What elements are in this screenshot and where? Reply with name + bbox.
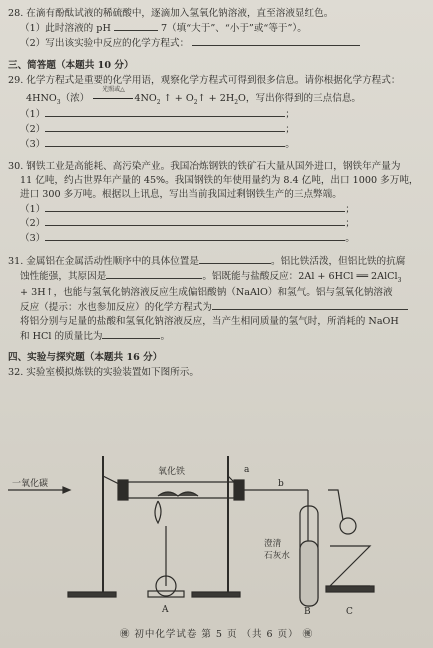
answer-blank[interactable] (45, 107, 285, 117)
eq-part: 4NO (134, 92, 157, 104)
answer-blank[interactable] (45, 216, 345, 226)
q31-text: 31. 金属铝在金属活动性顺序中的具体位置是 (8, 256, 199, 268)
answer-index: （3） (20, 138, 46, 150)
q30-line-2: 11 亿吨，约占世界年产量的 45%。我国钢铁的年使用量约为 8.4 亿吨，出口 1000 多万吨， (20, 174, 419, 186)
eq-part: ↑ + 2H (197, 92, 235, 104)
limewater-level (300, 541, 318, 606)
eq-part: 4HNO (26, 92, 57, 104)
label-a: a (244, 465, 250, 475)
eq-part: ↑ + O (163, 92, 194, 104)
answer-blank[interactable] (45, 122, 285, 132)
q28-sub1-text: （1）此时溶液的 pH (20, 22, 111, 34)
burner-tube-c (328, 490, 343, 520)
answer-blank[interactable] (45, 202, 345, 212)
alcohol-lamp-c (340, 518, 356, 534)
page-footer: ㊝ 初中化学试卷 第 5 页 （共 6 页） ㊝ (119, 629, 314, 640)
q32-stem: 32. 实验室模拟炼铁的实验装置如下图所示。 (8, 367, 199, 379)
stand-base-left (68, 592, 116, 597)
lab-jack-c (330, 546, 370, 586)
answer-blank[interactable] (192, 36, 360, 46)
q30-answer-2: （2） ； (20, 218, 355, 230)
eq-part: O，写出你得到的三点信息。 (238, 92, 362, 104)
stand-base-right (192, 592, 240, 597)
q31-text: 。 (160, 330, 171, 342)
answer-index: （2） (20, 124, 46, 136)
q30-line-1: 30. 钢铁工业是高能耗、高污染产业。我国冶炼钢铁的铁矿石大量从国外进口，钢铁年产量为 (8, 160, 401, 172)
q28-sub1 (8, 21, 423, 36)
q31-line-6 (8, 329, 423, 344)
answer-index: （1） (20, 203, 46, 215)
q31-text: 。铝既能与盐酸反应：2Al + 6HCl ══ 2AlCl (202, 271, 398, 283)
limewater-label-1: 澄清 (264, 539, 282, 549)
answer-blank[interactable] (106, 269, 202, 279)
section-heading-3: 三、简答题（本题共 10 分） (8, 59, 134, 71)
answer-index: （1） (20, 109, 46, 121)
q29-stem: 29. 化学方程式是重要的化学用语，观察化学方程式可得到很多信息。请你根据化学方程式： (8, 74, 401, 86)
arrow-head-icon (63, 487, 70, 493)
answer-blank[interactable] (114, 21, 158, 31)
q28-sub2-text: （2）写出该实验中反应的化学方程式： (20, 37, 190, 49)
q29-answer-3: （3） 。 (20, 138, 295, 150)
q29-answer-2: （2） ； (20, 124, 295, 136)
eq-arrow (92, 85, 134, 106)
iron-oxide-powder (158, 492, 198, 496)
q31-text: 和 HCl 的质量比为 (20, 330, 103, 342)
q28-stem: 28. 在滴有酚酞试液的稀硫酸中，逐滴加入氢氧化钠溶液，直至溶液显红色。 (8, 8, 334, 19)
limewater-label-2: 石灰水 (264, 551, 290, 561)
q31-line-2: 蚀性能强，其原因是 。铝既能与盐酸反应：2Al + 6HCl ══ 2AlCl$_3$ (20, 271, 402, 285)
q31-text: 反应（提示：水也参加反应）的化学方程式为 (20, 301, 212, 313)
fe-oxide-label: 氧化铁 (158, 467, 186, 477)
answer-index: （2） (20, 218, 46, 230)
q30-line-3: 进口 300 多万吨。根据以上讯息，写出当前我国过剩钢铁生产的三点弊端。 (20, 188, 342, 200)
apparatus-figure (8, 446, 428, 622)
jack-base (326, 586, 374, 592)
flame (155, 501, 161, 523)
section-heading-4: 四、实验与探究题（本题共 16 分） (8, 352, 163, 364)
answer-blank[interactable] (45, 137, 285, 147)
label-A: A (162, 605, 169, 615)
q28-sub1-hint: 7（填“大于”、“小于”或“等于”）。 (160, 22, 307, 34)
q31-text: 。铝比铁活泼，但铝比铁的抗腐 (271, 256, 406, 268)
label-C: C (346, 607, 353, 617)
q31-line-1 (8, 254, 423, 269)
eq-part: （浓） (60, 92, 90, 104)
answer-blank[interactable] (199, 254, 271, 264)
q30-answer-1: （1） ； (20, 203, 355, 215)
q31-line-4 (8, 300, 423, 315)
answer-blank[interactable] (45, 231, 345, 241)
answer-blank[interactable] (102, 329, 160, 339)
q30-answer-3: （3） 。 (20, 233, 355, 245)
reaction-condition: 光照或△ (102, 85, 125, 93)
q29-equation: $4HNO_3$（浓） 光照或△ $4NO_2$ ↑ + $O_2↑ + 2H_2O$，写出你得到的三点信息。 (26, 85, 362, 106)
q29-answer-1: （1） ； (20, 109, 295, 121)
co-label: 一氧化碳 (12, 479, 49, 489)
answer-index: （3） (20, 233, 46, 245)
label-b: b (278, 479, 284, 489)
q31-text: 蚀性能强，其原因是 (20, 271, 107, 283)
q28-sub2 (8, 36, 423, 51)
q31-line-5: 将铝分别与足量的盐酸和氢氧化钠溶液反应，当产生相同质量的氢气时，所消耗的 NaOH (20, 315, 399, 327)
label-B: B (304, 607, 311, 617)
q31-line-3: + 3H↑，也能与氢氧化钠溶液反应生成偏铝酸钠（NaAlO）和氢气。铝与氢氧化钠溶液 (20, 286, 393, 298)
answer-blank[interactable] (212, 300, 408, 310)
